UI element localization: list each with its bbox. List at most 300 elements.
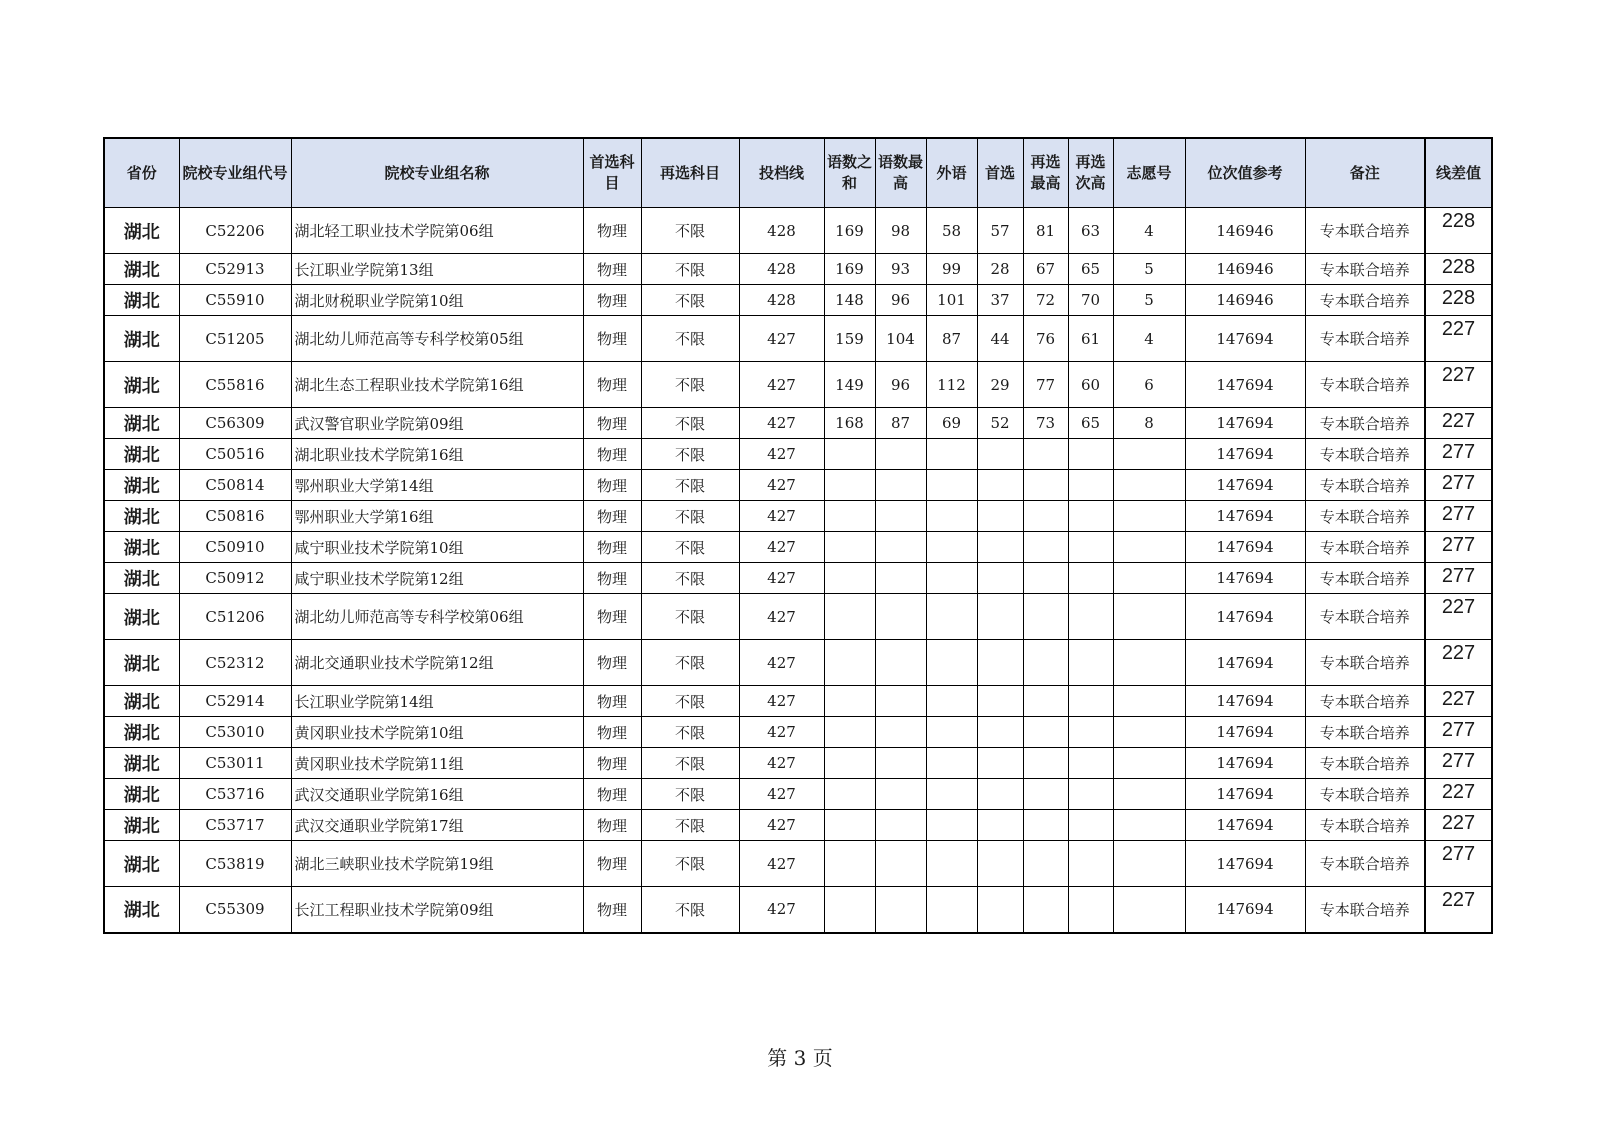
table-row [104, 810, 1492, 841]
group-code-cell: C52206 [179, 208, 291, 254]
chinese-math-sum-cell [824, 594, 875, 640]
second-max-cell [1023, 748, 1068, 779]
foreign-language-cell [926, 470, 977, 501]
group-name-cell: 鄂州职业大学第16组 [291, 501, 583, 532]
header-group-name: 院校专业组名称 [291, 138, 583, 208]
rank-reference-cell: 147694 [1185, 841, 1305, 887]
cutoff-line-cell: 427 [739, 362, 824, 408]
rank-reference-cell: 146946 [1185, 254, 1305, 285]
group-name-cell: 湖北财税职业学院第10组 [291, 285, 583, 316]
foreign-language-cell [926, 748, 977, 779]
group-code-cell: C52312 [179, 640, 291, 686]
wish-number-cell [1113, 810, 1185, 841]
note-cell: 专本联合培养 [1305, 501, 1425, 532]
note-cell: 专本联合培养 [1305, 362, 1425, 408]
second-next-cell [1068, 470, 1113, 501]
second-subject-cell: 不限 [641, 841, 739, 887]
chinese-math-sum-cell [824, 717, 875, 748]
province-cell: 湖北 [104, 208, 179, 254]
header-group-code: 院校专业组代号 [179, 138, 291, 208]
rank-reference-cell: 147694 [1185, 563, 1305, 594]
chinese-math-max-cell: 93 [875, 254, 926, 285]
cutoff-line-cell: 427 [739, 439, 824, 470]
wish-number-cell [1113, 748, 1185, 779]
foreign-language-cell [926, 640, 977, 686]
first-subject-cell: 物理 [583, 640, 641, 686]
header-second-subject: 再选科目 [641, 138, 739, 208]
chinese-math-sum-cell [824, 439, 875, 470]
rank-reference-cell: 147694 [1185, 717, 1305, 748]
wish-number-cell [1113, 532, 1185, 563]
second-max-cell [1023, 686, 1068, 717]
note-cell: 专本联合培养 [1305, 316, 1425, 362]
second-max-cell [1023, 810, 1068, 841]
table-row [104, 779, 1492, 810]
province-cell: 湖北 [104, 748, 179, 779]
header-row [104, 138, 1492, 208]
chinese-math-sum-cell: 169 [824, 254, 875, 285]
cutoff-line-cell: 427 [739, 408, 824, 439]
second-subject-cell: 不限 [641, 563, 739, 594]
province-cell: 湖北 [104, 640, 179, 686]
cutoff-line-cell: 428 [739, 285, 824, 316]
chinese-math-max-cell [875, 717, 926, 748]
chinese-math-max-cell: 87 [875, 408, 926, 439]
chinese-math-max-cell [875, 887, 926, 933]
note-cell: 专本联合培养 [1305, 563, 1425, 594]
first-score-cell [977, 779, 1023, 810]
note-cell: 专本联合培养 [1305, 408, 1425, 439]
wish-number-cell: 6 [1113, 362, 1185, 408]
rank-reference-cell: 147694 [1185, 501, 1305, 532]
rank-reference-cell: 147694 [1185, 594, 1305, 640]
chinese-math-max-cell [875, 470, 926, 501]
chinese-math-sum-cell [824, 470, 875, 501]
second-subject-cell: 不限 [641, 532, 739, 563]
line-difference-cell: 277 [1425, 439, 1492, 470]
second-max-cell: 76 [1023, 316, 1068, 362]
second-next-cell [1068, 439, 1113, 470]
first-score-cell [977, 563, 1023, 594]
rank-reference-cell: 146946 [1185, 285, 1305, 316]
first-score-cell: 52 [977, 408, 1023, 439]
line-difference-cell: 277 [1425, 563, 1492, 594]
table-row [104, 439, 1492, 470]
second-next-cell [1068, 841, 1113, 887]
table-row [104, 362, 1492, 408]
first-score-cell [977, 686, 1023, 717]
chinese-math-max-cell: 98 [875, 208, 926, 254]
province-cell: 湖北 [104, 501, 179, 532]
foreign-language-cell [926, 810, 977, 841]
province-cell: 湖北 [104, 254, 179, 285]
foreign-language-cell [926, 686, 977, 717]
note-cell: 专本联合培养 [1305, 208, 1425, 254]
table-body [104, 208, 1492, 933]
table-row [104, 594, 1492, 640]
group-name-cell: 湖北职业技术学院第16组 [291, 439, 583, 470]
group-name-cell: 武汉交通职业学院第17组 [291, 810, 583, 841]
chinese-math-max-cell [875, 532, 926, 563]
group-code-cell: C52913 [179, 254, 291, 285]
group-name-cell: 长江职业学院第14组 [291, 686, 583, 717]
group-name-cell: 长江工程职业技术学院第09组 [291, 887, 583, 933]
first-score-cell [977, 501, 1023, 532]
note-cell: 专本联合培养 [1305, 717, 1425, 748]
header-line-difference: 线差值 [1425, 138, 1492, 208]
first-score-cell [977, 640, 1023, 686]
chinese-math-max-cell: 96 [875, 285, 926, 316]
first-score-cell: 57 [977, 208, 1023, 254]
province-cell: 湖北 [104, 779, 179, 810]
wish-number-cell [1113, 841, 1185, 887]
table-row [104, 316, 1492, 362]
group-code-cell: C50814 [179, 470, 291, 501]
second-next-cell [1068, 563, 1113, 594]
chinese-math-max-cell [875, 501, 926, 532]
second-next-cell: 65 [1068, 254, 1113, 285]
second-max-cell [1023, 501, 1068, 532]
wish-number-cell [1113, 887, 1185, 933]
admission-table [103, 137, 1493, 934]
group-code-cell: C52914 [179, 686, 291, 717]
header-province: 省份 [104, 138, 179, 208]
table-row [104, 748, 1492, 779]
group-name-cell: 湖北三峡职业技术学院第19组 [291, 841, 583, 887]
header-chinese-math-sum: 语数之和 [824, 138, 875, 208]
first-score-cell: 37 [977, 285, 1023, 316]
first-score-cell [977, 810, 1023, 841]
first-subject-cell: 物理 [583, 717, 641, 748]
group-name-cell: 咸宁职业技术学院第12组 [291, 563, 583, 594]
province-cell: 湖北 [104, 841, 179, 887]
second-max-cell [1023, 470, 1068, 501]
group-code-cell: C50816 [179, 501, 291, 532]
cutoff-line-cell: 427 [739, 532, 824, 563]
first-score-cell [977, 439, 1023, 470]
rank-reference-cell: 147694 [1185, 532, 1305, 563]
chinese-math-sum-cell [824, 563, 875, 594]
chinese-math-sum-cell: 159 [824, 316, 875, 362]
second-subject-cell: 不限 [641, 254, 739, 285]
rank-reference-cell: 147694 [1185, 810, 1305, 841]
header-note: 备注 [1305, 138, 1425, 208]
first-score-cell [977, 841, 1023, 887]
chinese-math-sum-cell [824, 532, 875, 563]
first-subject-cell: 物理 [583, 285, 641, 316]
chinese-math-sum-cell: 168 [824, 408, 875, 439]
rank-reference-cell: 147694 [1185, 316, 1305, 362]
first-score-cell: 28 [977, 254, 1023, 285]
first-subject-cell: 物理 [583, 748, 641, 779]
cutoff-line-cell: 427 [739, 640, 824, 686]
first-score-cell [977, 470, 1023, 501]
note-cell: 专本联合培养 [1305, 841, 1425, 887]
chinese-math-sum-cell [824, 748, 875, 779]
chinese-math-sum-cell [824, 887, 875, 933]
line-difference-cell: 277 [1425, 470, 1492, 501]
chinese-math-sum-cell [824, 841, 875, 887]
cutoff-line-cell: 427 [739, 316, 824, 362]
second-max-cell: 73 [1023, 408, 1068, 439]
second-subject-cell: 不限 [641, 887, 739, 933]
wish-number-cell: 4 [1113, 208, 1185, 254]
second-subject-cell: 不限 [641, 208, 739, 254]
line-difference-cell: 277 [1425, 717, 1492, 748]
note-cell: 专本联合培养 [1305, 532, 1425, 563]
foreign-language-cell [926, 501, 977, 532]
cutoff-line-cell: 427 [739, 470, 824, 501]
first-subject-cell: 物理 [583, 362, 641, 408]
first-subject-cell: 物理 [583, 779, 641, 810]
second-next-cell: 70 [1068, 285, 1113, 316]
cutoff-line-cell: 427 [739, 748, 824, 779]
table-header [104, 138, 1492, 208]
page-number: 第 3 页 [767, 1046, 833, 1070]
second-subject-cell: 不限 [641, 285, 739, 316]
wish-number-cell [1113, 439, 1185, 470]
second-subject-cell: 不限 [641, 810, 739, 841]
second-max-cell [1023, 887, 1068, 933]
chinese-math-max-cell [875, 841, 926, 887]
note-cell: 专本联合培养 [1305, 748, 1425, 779]
second-max-cell: 67 [1023, 254, 1068, 285]
chinese-math-sum-cell: 148 [824, 285, 875, 316]
second-max-cell [1023, 640, 1068, 686]
first-subject-cell: 物理 [583, 208, 641, 254]
chinese-math-sum-cell [824, 686, 875, 717]
first-score-cell [977, 748, 1023, 779]
rank-reference-cell: 147694 [1185, 640, 1305, 686]
first-subject-cell: 物理 [583, 470, 641, 501]
wish-number-cell [1113, 501, 1185, 532]
group-name-cell: 湖北轻工职业技术学院第06组 [291, 208, 583, 254]
second-next-cell: 61 [1068, 316, 1113, 362]
group-name-cell: 湖北交通职业技术学院第12组 [291, 640, 583, 686]
second-subject-cell: 不限 [641, 686, 739, 717]
note-cell: 专本联合培养 [1305, 254, 1425, 285]
table-row [104, 285, 1492, 316]
group-code-cell: C53716 [179, 779, 291, 810]
wish-number-cell: 5 [1113, 254, 1185, 285]
chinese-math-max-cell [875, 810, 926, 841]
line-difference-cell: 228 [1425, 254, 1492, 285]
chinese-math-sum-cell [824, 501, 875, 532]
foreign-language-cell [926, 532, 977, 563]
chinese-math-sum-cell: 169 [824, 208, 875, 254]
second-next-cell [1068, 640, 1113, 686]
first-score-cell [977, 717, 1023, 748]
first-score-cell [977, 532, 1023, 563]
second-subject-cell: 不限 [641, 748, 739, 779]
second-max-cell: 72 [1023, 285, 1068, 316]
cutoff-line-cell: 427 [739, 563, 824, 594]
province-cell: 湖北 [104, 439, 179, 470]
group-name-cell: 长江职业学院第13组 [291, 254, 583, 285]
table-row [104, 501, 1492, 532]
cutoff-line-cell: 427 [739, 501, 824, 532]
province-cell: 湖北 [104, 594, 179, 640]
header-second-next: 再选次高 [1068, 138, 1113, 208]
second-max-cell: 81 [1023, 208, 1068, 254]
line-difference-cell: 227 [1425, 316, 1492, 362]
wish-number-cell [1113, 594, 1185, 640]
group-name-cell: 咸宁职业技术学院第10组 [291, 532, 583, 563]
rank-reference-cell: 147694 [1185, 887, 1305, 933]
first-subject-cell: 物理 [583, 316, 641, 362]
group-name-cell: 武汉交通职业学院第16组 [291, 779, 583, 810]
first-subject-cell: 物理 [583, 594, 641, 640]
second-next-cell: 60 [1068, 362, 1113, 408]
second-subject-cell: 不限 [641, 501, 739, 532]
foreign-language-cell: 99 [926, 254, 977, 285]
foreign-language-cell [926, 717, 977, 748]
table-row [104, 208, 1492, 254]
line-difference-cell: 228 [1425, 285, 1492, 316]
wish-number-cell [1113, 779, 1185, 810]
group-code-cell: C51205 [179, 316, 291, 362]
second-subject-cell: 不限 [641, 362, 739, 408]
header-chinese-math-max: 语数最高 [875, 138, 926, 208]
second-next-cell [1068, 779, 1113, 810]
second-max-cell [1023, 717, 1068, 748]
wish-number-cell [1113, 640, 1185, 686]
note-cell: 专本联合培养 [1305, 439, 1425, 470]
cutoff-line-cell: 428 [739, 254, 824, 285]
group-code-cell: C53819 [179, 841, 291, 887]
foreign-language-cell [926, 887, 977, 933]
province-cell: 湖北 [104, 810, 179, 841]
note-cell: 专本联合培养 [1305, 779, 1425, 810]
group-code-cell: C55910 [179, 285, 291, 316]
second-max-cell [1023, 779, 1068, 810]
foreign-language-cell: 69 [926, 408, 977, 439]
header-foreign-language: 外语 [926, 138, 977, 208]
first-score-cell: 29 [977, 362, 1023, 408]
wish-number-cell [1113, 686, 1185, 717]
group-name-cell: 武汉警官职业学院第09组 [291, 408, 583, 439]
second-next-cell: 65 [1068, 408, 1113, 439]
line-difference-cell: 277 [1425, 841, 1492, 887]
second-subject-cell: 不限 [641, 408, 739, 439]
table-row [104, 563, 1492, 594]
group-name-cell: 湖北幼儿师范高等专科学校第05组 [291, 316, 583, 362]
foreign-language-cell [926, 841, 977, 887]
province-cell: 湖北 [104, 408, 179, 439]
province-cell: 湖北 [104, 686, 179, 717]
group-code-cell: C50910 [179, 532, 291, 563]
second-next-cell [1068, 887, 1113, 933]
table-row [104, 254, 1492, 285]
cutoff-line-cell: 427 [739, 594, 824, 640]
header-second-max: 再选最高 [1023, 138, 1068, 208]
note-cell: 专本联合培养 [1305, 594, 1425, 640]
province-cell: 湖北 [104, 316, 179, 362]
first-subject-cell: 物理 [583, 563, 641, 594]
rank-reference-cell: 147694 [1185, 686, 1305, 717]
line-difference-cell: 227 [1425, 362, 1492, 408]
second-subject-cell: 不限 [641, 717, 739, 748]
wish-number-cell: 8 [1113, 408, 1185, 439]
foreign-language-cell: 101 [926, 285, 977, 316]
header-wish-number: 志愿号 [1113, 138, 1185, 208]
group-code-cell: C55309 [179, 887, 291, 933]
first-subject-cell: 物理 [583, 532, 641, 563]
foreign-language-cell [926, 439, 977, 470]
header-first-subject: 首选科目 [583, 138, 641, 208]
second-subject-cell: 不限 [641, 779, 739, 810]
table-row [104, 532, 1492, 563]
header-cutoff-line: 投档线 [739, 138, 824, 208]
chinese-math-max-cell [875, 563, 926, 594]
header-first-score: 首选 [977, 138, 1023, 208]
chinese-math-max-cell [875, 748, 926, 779]
group-code-cell: C50912 [179, 563, 291, 594]
first-subject-cell: 物理 [583, 887, 641, 933]
second-next-cell [1068, 810, 1113, 841]
cutoff-line-cell: 427 [739, 841, 824, 887]
note-cell: 专本联合培养 [1305, 285, 1425, 316]
line-difference-cell: 227 [1425, 887, 1492, 933]
chinese-math-max-cell [875, 640, 926, 686]
rank-reference-cell: 147694 [1185, 439, 1305, 470]
table-row [104, 841, 1492, 887]
rank-reference-cell: 147694 [1185, 779, 1305, 810]
first-subject-cell: 物理 [583, 841, 641, 887]
rank-reference-cell: 147694 [1185, 362, 1305, 408]
note-cell: 专本联合培养 [1305, 887, 1425, 933]
second-max-cell [1023, 841, 1068, 887]
foreign-language-cell [926, 779, 977, 810]
group-name-cell: 黄冈职业技术学院第10组 [291, 717, 583, 748]
first-score-cell [977, 887, 1023, 933]
wish-number-cell: 5 [1113, 285, 1185, 316]
rank-reference-cell: 146946 [1185, 208, 1305, 254]
foreign-language-cell: 58 [926, 208, 977, 254]
chinese-math-max-cell [875, 439, 926, 470]
foreign-language-cell: 112 [926, 362, 977, 408]
line-difference-cell: 227 [1425, 779, 1492, 810]
cutoff-line-cell: 427 [739, 779, 824, 810]
chinese-math-sum-cell: 149 [824, 362, 875, 408]
chinese-math-sum-cell [824, 810, 875, 841]
second-subject-cell: 不限 [641, 594, 739, 640]
wish-number-cell [1113, 470, 1185, 501]
cutoff-line-cell: 427 [739, 810, 824, 841]
second-next-cell [1068, 748, 1113, 779]
line-difference-cell: 277 [1425, 501, 1492, 532]
group-code-cell: C56309 [179, 408, 291, 439]
second-next-cell [1068, 532, 1113, 563]
line-difference-cell: 277 [1425, 748, 1492, 779]
wish-number-cell [1113, 717, 1185, 748]
table-row [104, 717, 1492, 748]
foreign-language-cell: 87 [926, 316, 977, 362]
province-cell: 湖北 [104, 362, 179, 408]
group-code-cell: C53010 [179, 717, 291, 748]
first-score-cell [977, 594, 1023, 640]
rank-reference-cell: 147694 [1185, 470, 1305, 501]
second-subject-cell: 不限 [641, 470, 739, 501]
line-difference-cell: 228 [1425, 208, 1492, 254]
second-next-cell [1068, 717, 1113, 748]
province-cell: 湖北 [104, 532, 179, 563]
second-next-cell [1068, 501, 1113, 532]
table-row [104, 686, 1492, 717]
group-code-cell: C51206 [179, 594, 291, 640]
group-code-cell: C53011 [179, 748, 291, 779]
province-cell: 湖北 [104, 285, 179, 316]
